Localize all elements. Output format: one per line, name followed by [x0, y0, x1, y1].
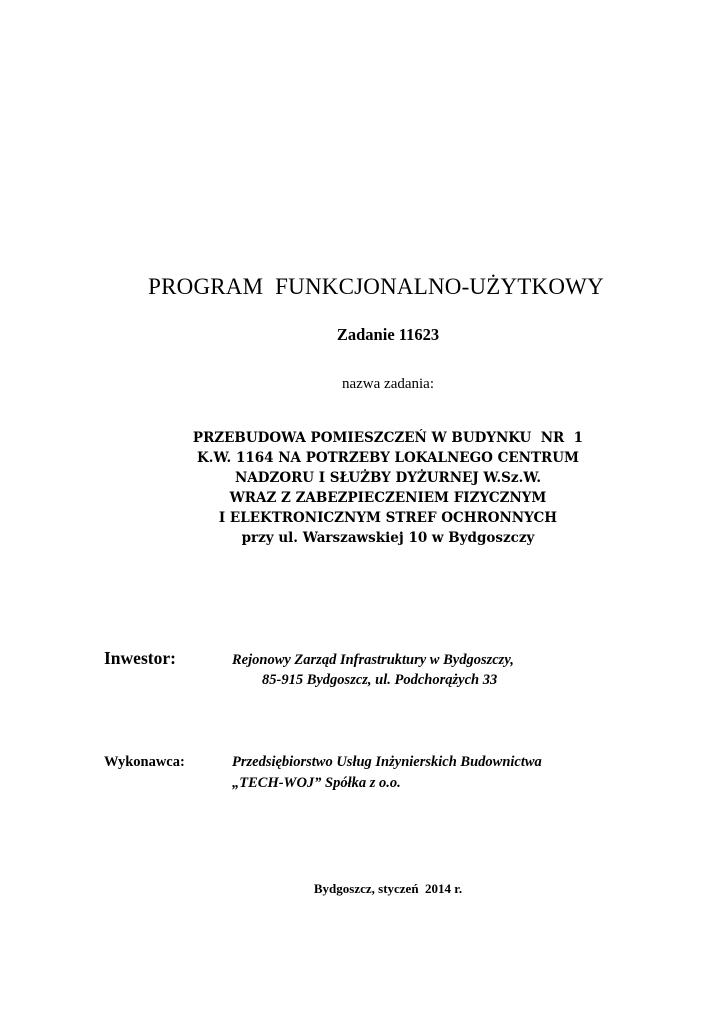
investor-name: Rejonowy Zarząd Infrastruktury w Bydgoszczy, [232, 652, 514, 668]
task-name-line: K.W. 1164 NA POTRZEBY LOKALNEGO CENTRUM [197, 450, 579, 466]
task-name [0, 428, 724, 548]
contractor-company: „TECH-WOJ” Spółka z o.o. [232, 775, 401, 791]
contractor-name: Przedsiębiorstwo Usług Inżynierskich Budownictwa [232, 754, 542, 770]
place-date: Bydgoszcz, styczeń 2014 r. [313, 881, 463, 896]
task-number: Zadanie 11623 [336, 325, 440, 344]
task-name-line: NADZORU I SŁUŻBY DYŻURNEJ W.Sz.W. [234, 470, 542, 486]
task-name-line: I ELEKTRONICZNYM STREF OCHRONNYCH [218, 510, 558, 526]
investor-address: 85-915 Bydgoszcz, ul. Podchorążych 33 [262, 672, 498, 688]
document-title: PROGRAM FUNKCJONALNO-UŻYTKOWY [148, 274, 604, 299]
task-name-line: przy ul. Warszawskiej 10 w Bydgoszczy [241, 530, 535, 546]
task-name-line: WRAZ Z ZABEZPIECZENIEM FIZYCZNYM [229, 490, 547, 506]
task-name-label: nazwa zadania: [341, 376, 435, 392]
investor-label: Inwestor: [104, 648, 176, 668]
contractor-label: Wykonawca: [104, 754, 185, 770]
task-name-line: PRZEBUDOWA POMIESZCZEŃ W BUDYNKU NR 1 [192, 430, 584, 446]
